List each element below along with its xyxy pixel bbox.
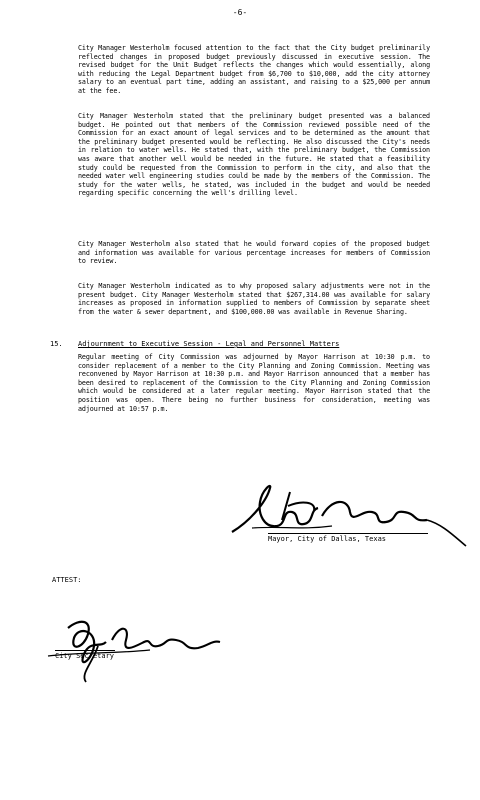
city-secretary-signature xyxy=(40,612,230,684)
section-number: 15. xyxy=(50,340,63,348)
attest-label: ATTEST: xyxy=(52,576,82,584)
paragraph-adjournment: Regular meeting of City Commission was adjourned by Mayor Harrison at 10:30 p.m. to consider replacement of a member to the City Planning and Zoning Commission. Meeting was reconvened by Mayor Harrison at 10:30 p.m. and Mayor Harrison announced that a member has been desired to replacement of the Commission to the City Planning and Zoning Commission which would be considered at a later regular meeting. Mayor Harrison stated that the position was open. There being no further business for consideration, meeting was adjourned at 10:57 p.m. xyxy=(78,353,430,413)
paragraph-water-wells: City Manager Westerholm stated that the preliminary budget presented was a balanced budget. He pointed out that members of the Commission reviewed possible need of the Commission for an exact amount of legal services and to be determined as the amount that the preliminary budget presented would be reflecting. He also discussed the City's needs in relation to water wells. He stated that, with the preliminary budget, the Commission was aware that another well would be needed in the future. He stated that a feasibility study could be requested from the Commission to perform in the city, and also that the needed water well engineering studies could be made by the members of the Commission. The study for the water wells, he stated, was included in the budget and would be needed regarding specific concerning the well's drilling level. xyxy=(78,112,430,198)
mayor-title: Mayor, City of Dallas, Texas xyxy=(268,533,428,543)
paragraph-copies: City Manager Westerholm also stated that he would forward copies of the proposed budget and information was available for various percentage increases for members of Commission to review. xyxy=(78,240,430,266)
section-heading: Adjournment to Executive Session - Legal and Personnel Matters xyxy=(78,340,340,348)
page-number: -6- xyxy=(232,8,248,17)
paragraph-budget-intro: City Manager Westerholm focused attention to the fact that the City budget preliminarily reflected changes in proposed budget previously discussed in executive session. The revised budget for the Unit Budget reflects the changes which would essentially, along with reducing the Legal Department budget from $6,700 to $10,000, add the city attorney salary to an eventual part time, adding an assistant, and raising to a $25,000 per annum at the fee. xyxy=(78,44,430,95)
paragraph-salary-adjustments: City Manager Westerholm indicated as to why proposed salary adjustments were not in the present budget. City Manager Westerholm stated that $267,314.00 was available for salary increases as proposed in information supplied to members of Commission by separate sheet from the water & sewer department, and $100,000.00 was available in Revenue Sharing. xyxy=(78,282,430,316)
city-secretary-title: City Secretary xyxy=(55,652,115,660)
